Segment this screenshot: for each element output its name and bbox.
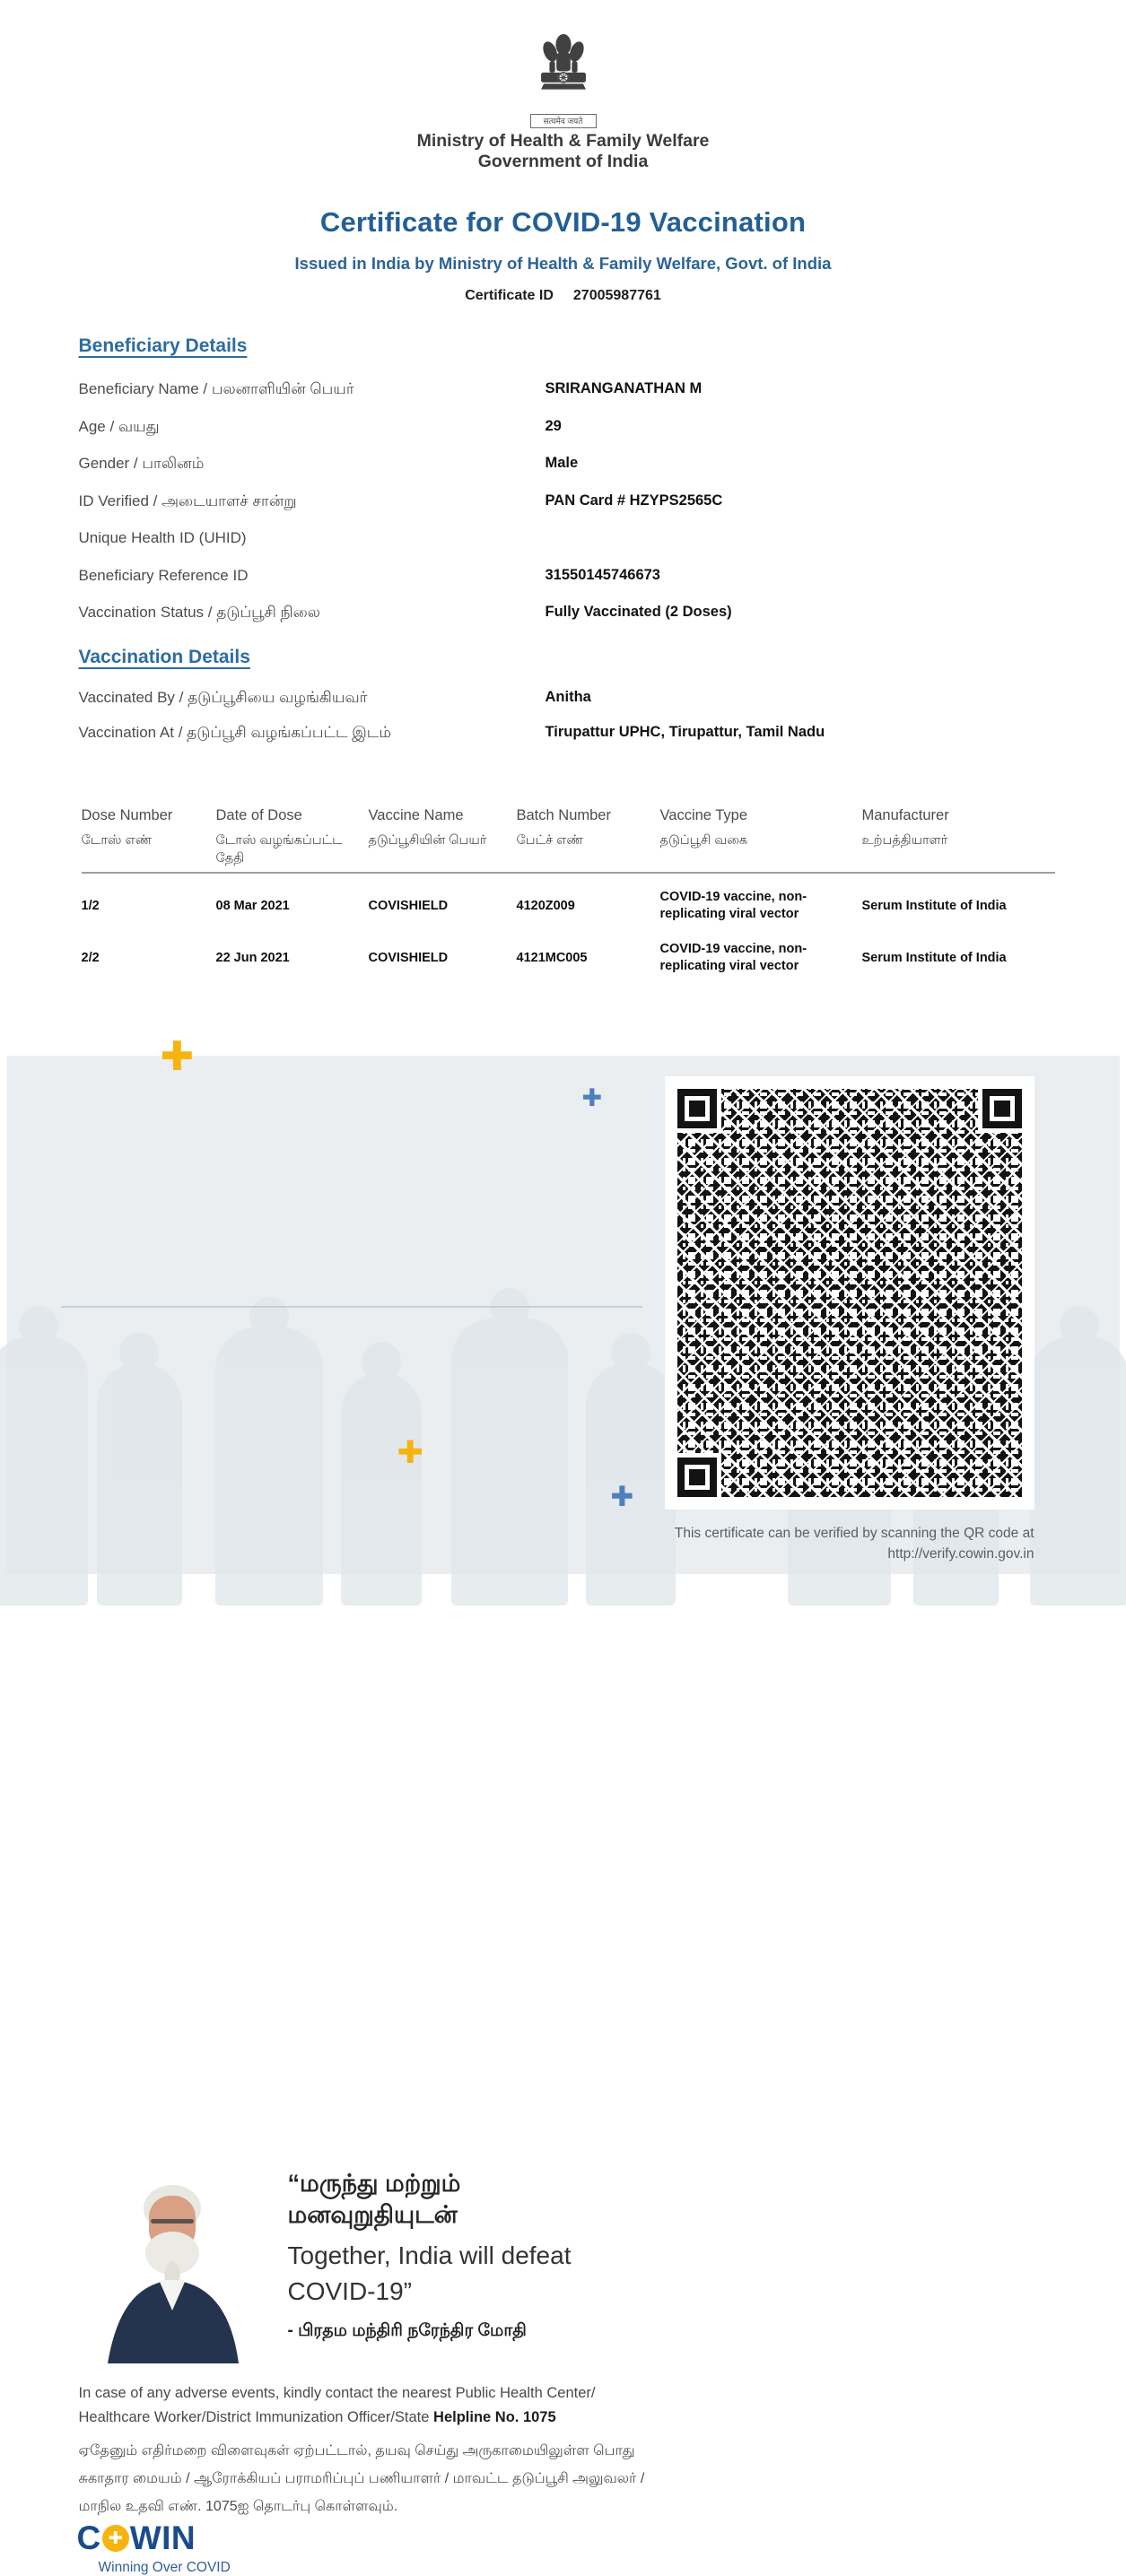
ministry-line2: Government of India — [7, 152, 1120, 172]
cowin-letters-win: WIN — [130, 2519, 196, 2557]
cowin-plus-circle-icon — [102, 2525, 129, 2552]
crowd-silhouette — [451, 1318, 568, 1606]
ministry-line1: Ministry of Health & Family Welfare — [7, 131, 1120, 152]
vaccinated-by-value: Anitha — [546, 689, 591, 706]
india-national-emblem — [520, 30, 607, 128]
gender-value: Male — [546, 455, 579, 472]
adverse-en-line2 — [79, 2406, 635, 2430]
certificate-id-row — [7, 288, 1120, 304]
dose2-batch: 4121MC005 — [517, 950, 660, 967]
beneficiary-name-value: SRIRANGANATHAN M — [546, 380, 703, 397]
qr-pattern — [677, 1089, 1022, 1497]
certificate-id-label: Certificate ID — [465, 288, 554, 304]
certificate-title: Certificate for COVID-19 Vaccination — [7, 206, 1120, 239]
qr-finder-top-left — [677, 1089, 717, 1128]
beneficiary-name-label: Beneficiary Name / பலனாளியின் பெயர் — [79, 380, 354, 400]
age-value: 29 — [546, 418, 562, 435]
crowd-silhouette — [0, 1336, 88, 1606]
col-date-of-dose-ta: டோஸ் வழங்கப்பட்ட தேதி — [216, 831, 362, 867]
col-batch-number-ta: பேட்ச் எண் — [517, 831, 653, 849]
col-vaccine-type-ta: தடுப்பூசி வகை — [660, 831, 855, 849]
col-manufacturer — [862, 807, 1055, 849]
emblem-motto: सत्यमेव जयते — [530, 114, 597, 128]
adverse-ta-line1: ஏதேனும் எதிர்மறை விளைவுகள் ஏற்பட்டால், தயவு செய்து அருகாமையிலுள்ள பொது — [79, 2437, 653, 2465]
col-manufacturer-ta: உற்பத்தியாளர் — [862, 831, 1048, 849]
col-vaccine-name-en: Vaccine Name — [369, 807, 510, 824]
uhid-label: Unique Health ID (UHID) — [79, 529, 247, 547]
adverse-ta-line3: மாநில உதவி எண். 1075ஐ தொடர்பு கொள்ளவும். — [79, 2493, 653, 2520]
verify-line1: This certificate can be verified by scanning the QR code at — [568, 1523, 1034, 1544]
col-batch-number-en: Batch Number — [517, 807, 653, 824]
dose1-batch: 4120Z009 — [517, 898, 660, 915]
quote-attribution: - பிரதம மந்திரி நரேந்திர மோதி — [288, 2321, 647, 2343]
vaccination-at-label: Vaccination At / தடுப்பூசி வழங்கப்பட்ட இடம் — [79, 724, 392, 744]
dose2-date: 22 Jun 2021 — [216, 950, 369, 967]
footer-panel — [7, 1056, 1120, 1574]
dose-row-1 — [82, 881, 1060, 931]
cowin-plus-glyph: ✚ — [109, 2530, 123, 2547]
col-vaccine-type-en: Vaccine Type — [660, 807, 855, 824]
cowin-logo — [77, 2519, 231, 2576]
cowin-letter-c: C — [77, 2519, 101, 2557]
qr-finder-bottom-left — [677, 1458, 717, 1497]
qr-code — [665, 1076, 1034, 1510]
adverse-en-line2-text: Healthcare Worker/District Immunization Officer/State — [79, 2409, 434, 2425]
dose1-vaccine-name: COVISHIELD — [369, 898, 517, 915]
adverse-events-notice — [79, 2381, 635, 2430]
dose1-manufacturer: Serum Institute of India — [862, 898, 1055, 915]
vaccination-status-label: Vaccination Status / தடுப்பூசி நிலை — [79, 604, 320, 623]
quote-english-line1: Together, India will defeat — [288, 2238, 647, 2274]
dose-row-2 — [82, 933, 1060, 983]
vaccination-details-heading: Vaccination Details — [79, 647, 250, 668]
col-date-of-dose-en: Date of Dose — [216, 807, 362, 824]
gender-label: Gender / பாலினம் — [79, 455, 205, 474]
plus-decoration-icon: ✚ — [397, 1438, 423, 1469]
dose2-number: 2/2 — [82, 950, 216, 967]
dose1-number: 1/2 — [82, 898, 216, 915]
plus-decoration-icon: ✚ — [161, 1036, 195, 1076]
cowin-wordmark — [77, 2519, 231, 2557]
crowd-silhouette — [215, 1327, 323, 1606]
col-dose-number-en: Dose Number — [82, 807, 209, 824]
reference-id-label: Beneficiary Reference ID — [79, 567, 249, 585]
qr-finder-top-right — [982, 1089, 1022, 1128]
id-verified-label: ID Verified / அடையாளச் சான்று — [79, 492, 297, 512]
col-dose-number-ta: டோஸ் எண் — [82, 831, 209, 849]
dose2-type: COVID-19 vaccine, non-replicating viral vector — [660, 941, 862, 975]
id-verified-value: PAN Card # HZYPS2565C — [546, 492, 723, 509]
vaccination-status-value: Fully Vaccinated (2 Doses) — [546, 604, 732, 621]
verify-note — [568, 1523, 1034, 1564]
col-batch-number — [517, 807, 660, 849]
table-divider — [82, 872, 1055, 874]
reference-id-value: 31550145746673 — [546, 567, 660, 584]
plus-decoration-icon: ✚ — [582, 1086, 603, 1110]
certificate-subtitle: Issued in India by Ministry of Health & Family Welfare, Govt. of India — [7, 254, 1120, 274]
crowd-silhouette — [1030, 1336, 1126, 1606]
cowin-tagline: Winning Over COVID — [99, 2560, 231, 2576]
dose1-type: COVID-19 vaccine, non-replicating viral vector — [660, 889, 862, 923]
col-date-of-dose — [216, 807, 369, 867]
dose2-vaccine-name: COVISHIELD — [369, 950, 517, 967]
covid-vaccination-certificate — [7, 0, 1120, 1574]
col-dose-number — [82, 807, 216, 849]
col-manufacturer-en: Manufacturer — [862, 807, 1048, 824]
crowd-silhouette — [97, 1363, 182, 1606]
col-vaccine-name — [369, 807, 517, 849]
col-vaccine-name-ta: தடுப்பூசியின் பெயர் — [369, 831, 510, 849]
quote-english-line2: COVID-19” — [288, 2274, 647, 2310]
helpline-number: Helpline No. 1075 — [433, 2409, 556, 2425]
age-label: Age / வயது — [79, 418, 160, 438]
adverse-events-notice-tamil — [79, 2437, 653, 2520]
dose1-date: 08 Mar 2021 — [216, 898, 369, 915]
adverse-en-line1: In case of any adverse events, kindly contact the nearest Public Health Center/ — [79, 2381, 635, 2406]
plus-decoration-icon: ✚ — [611, 1484, 634, 1511]
pm-modi-photo — [97, 2174, 276, 2363]
verify-url: http://verify.cowin.gov.in — [568, 1544, 1034, 1564]
ashoka-lion-capital-icon — [528, 30, 598, 108]
quote-tamil-line1: “மருந்து மற்றும் — [288, 2168, 647, 2199]
dose-table-header-row — [82, 807, 1060, 867]
vaccination-at-value: Tirupattur UPHC, Tirupattur, Tamil Nadu — [546, 724, 825, 741]
ministry-header — [7, 131, 1120, 172]
quote-divider — [61, 1306, 642, 1308]
quote-tamil-line2: மனவுறுதியுடன் — [288, 2199, 647, 2231]
pm-quote-block — [288, 2168, 647, 2343]
dose2-manufacturer: Serum Institute of India — [862, 950, 1055, 967]
beneficiary-details-heading: Beneficiary Details — [79, 335, 248, 357]
adverse-ta-line2: சுகாதார மையம் / ஆரோக்கியப் பராமரிப்புப் பணியாளர் / மாவட்ட தடுப்பூசி அலுவலர் / — [79, 2465, 653, 2493]
pm-modi-illustration — [97, 2174, 276, 2363]
certificate-id-value: 27005987761 — [573, 288, 661, 304]
col-vaccine-type — [660, 807, 862, 849]
crowd-silhouette — [341, 1372, 422, 1606]
vaccinated-by-label: Vaccinated By / தடுப்பூசியை வழங்கியவர் — [79, 689, 368, 709]
